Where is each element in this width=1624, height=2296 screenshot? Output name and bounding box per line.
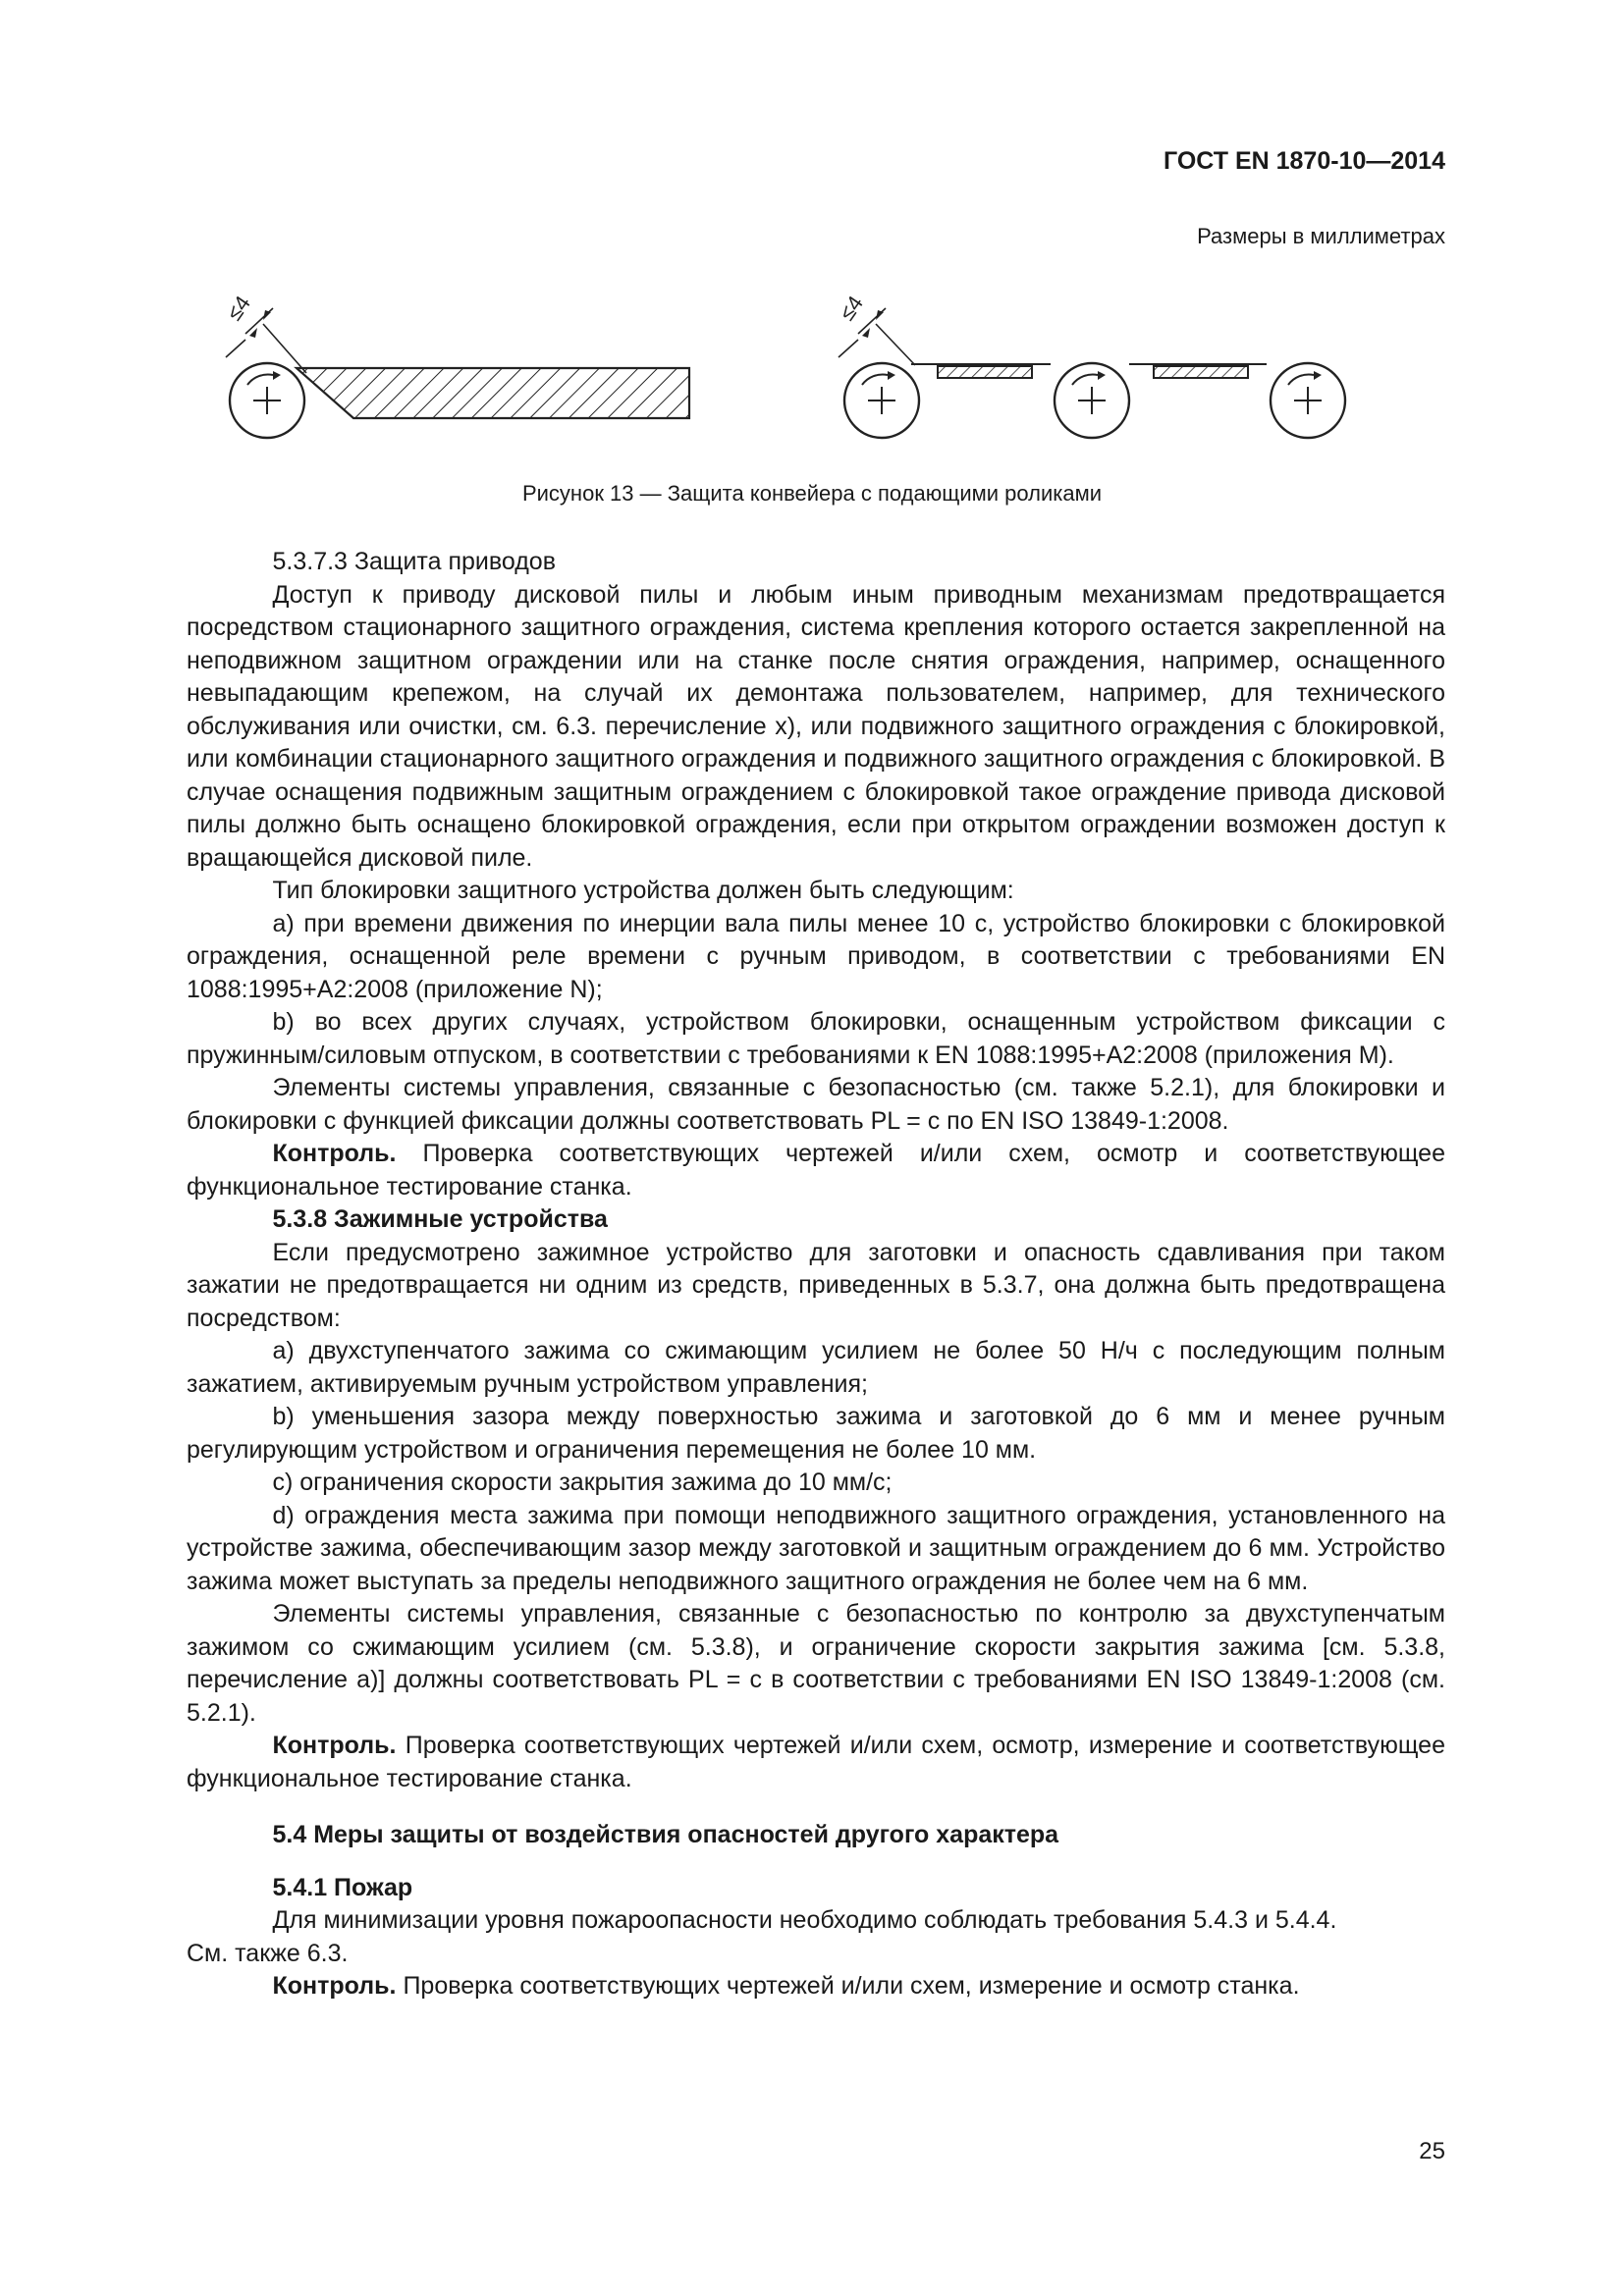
control-label: Контроль. bbox=[272, 1140, 397, 1167]
units-note: Размеры в миллиметрах bbox=[1197, 224, 1445, 248]
control-paragraph bbox=[187, 1730, 1445, 1795]
paragraph: См. также 6.3. bbox=[187, 1939, 349, 1967]
list-item: c) ограничения скорости закрытия зажима до 10 мм/с; bbox=[272, 1468, 893, 1496]
paragraph: Тип блокировки защитного устройства должен быть следующим: bbox=[272, 877, 1014, 904]
paragraph: Если предусмотрено зажимное устройство для заготовки и опасность сдавливания при таком зажатии не предотвращается ни одним из средств, приведенных в 5.3.7, она должна быть предотвращена посредством: bbox=[187, 1238, 1445, 1332]
paragraph: Для минимизации уровня пожароопасности необходимо соблюдать требования 5.4.3 и 5.4.4. bbox=[272, 1906, 1337, 1934]
left-guard-hatched bbox=[297, 368, 689, 418]
standard-designation: ГОСТ EN 1870-10—2014 bbox=[1164, 147, 1445, 175]
page-number: 25 bbox=[1419, 2138, 1445, 2164]
section-5-4-heading: 5.4 Меры защиты от воздействия опасностей другого характера bbox=[272, 1821, 1059, 1848]
control-text: Проверка соответствующих чертежей и/или схем, осмотр и соответствующее функциональное тестирование станка. bbox=[187, 1140, 1445, 1201]
list-item: d) ограждения места зажима при помощи неподвижного защитного ограждения, установленного на устройстве зажима, обеспечивающим зазор между заготовкой и защитным ограждением до 6 мм. Устройство зажима может выступать за пределы неподвижного защитного ограждения не более чем на 6 мм. bbox=[187, 1501, 1445, 1595]
left-gap-dimension: ≤4 bbox=[221, 291, 256, 325]
control-paragraph bbox=[187, 1138, 1445, 1203]
paragraph: Элементы системы управления, связанные с безопасностью по контролю за двухступенчатым зажимом со сжимающим усилием (см. 5.3.8), и ограничение скорости закрытия зажима [см. 5.3.8, перечисление a)] должны соответствовать PL = c в соответствии с требованиями EN ISO 13849-1:2008 (см. 5.2.1). bbox=[187, 1600, 1445, 1727]
control-text: Проверка соответствующих чертежей и/или схем, осмотр, измерение и соответствующее функциональное тестирование станка. bbox=[187, 1732, 1445, 1792]
list-item: b) во всех других случаях, устройством блокировки, оснащенным устройством фиксации с пружинным/силовым отпуском, в соответствии с требованиями к EN 1088:1995+A2:2008 (приложения M). bbox=[187, 1008, 1445, 1069]
paragraph: Доступ к приводу дисковой пилы и любым иным приводным механизмам предотвращается посредством стационарного защитного ограждения, система крепления которого остается закрепленной на неподвижном защитном ограждении или на станке после снятия ограждения, например, оснащенного невыпадающим крепежом, на случай их демонтажа пользователем, например, для технического обслуживания или очистки, см. 6.3. перечисление x), или подвижного защитного ограждения с блокировкой, или комбинации стационарного защитного ограждения и подвижного защитного ограждения с блокировкой. В случае оснащения подвижным защитным ограждением с блокировкой такое ограждение привода дисковой пилы должно быть оснащено блокировкой ограждения, если при открытом ограждении возможен доступ к вращающейся дисковой пиле. bbox=[187, 580, 1445, 872]
figure-13-conveyor-guard-diagram bbox=[187, 275, 1443, 461]
main-text bbox=[187, 546, 1445, 2003]
control-label: Контроль. bbox=[272, 1972, 397, 2000]
guard-segment-1 bbox=[938, 366, 1032, 378]
right-gap-dimension: ≤4 bbox=[834, 291, 869, 325]
guard-segment-2 bbox=[1154, 366, 1248, 378]
right-roller-sketch bbox=[835, 292, 1345, 438]
figure-caption: Рисунок 13 — Защита конвейера с подающими роликами bbox=[521, 481, 1103, 506]
control-text: Проверка соответствующих чертежей и/или схем, измерение и осмотр станка. bbox=[396, 1972, 1300, 2000]
paragraph: Элементы системы управления, связанные с безопасностью (см. также 5.2.1), для блокировки и блокировки с функцией фиксации должны соответствовать PL = c по EN ISO 13849-1:2008. bbox=[187, 1074, 1445, 1135]
control-paragraph bbox=[187, 1970, 1445, 2003]
list-item: a) при времени движения по инерции вала пилы менее 10 с, устройство блокировки с блокировкой ограждения, оснащенной реле времени с ручным приводом, в соответствии с требованиями EN 1088:1995+A2:2008 (приложение N); bbox=[187, 909, 1445, 1003]
section-5-3-7-3-heading: 5.3.7.3 Защита приводов bbox=[272, 548, 556, 575]
section-5-4-1-heading: 5.4.1 Пожар bbox=[272, 1873, 413, 1901]
list-item: a) двухступенчатого зажима со сжимающим усилием не более 50 Н/ч с последующим полным зажатием, активируемым ручным устройством управления; bbox=[187, 1337, 1445, 1398]
control-label: Контроль. bbox=[272, 1732, 397, 1759]
section-5-3-8-heading: 5.3.8 Зажимные устройства bbox=[272, 1205, 608, 1233]
list-item: b) уменьшения зазора между поверхностью зажима и заготовкой до 6 мм и менее ручным регулирующим устройством и ограничения перемещения не более 10 мм. bbox=[187, 1403, 1445, 1464]
left-roller-sketch bbox=[222, 292, 689, 438]
